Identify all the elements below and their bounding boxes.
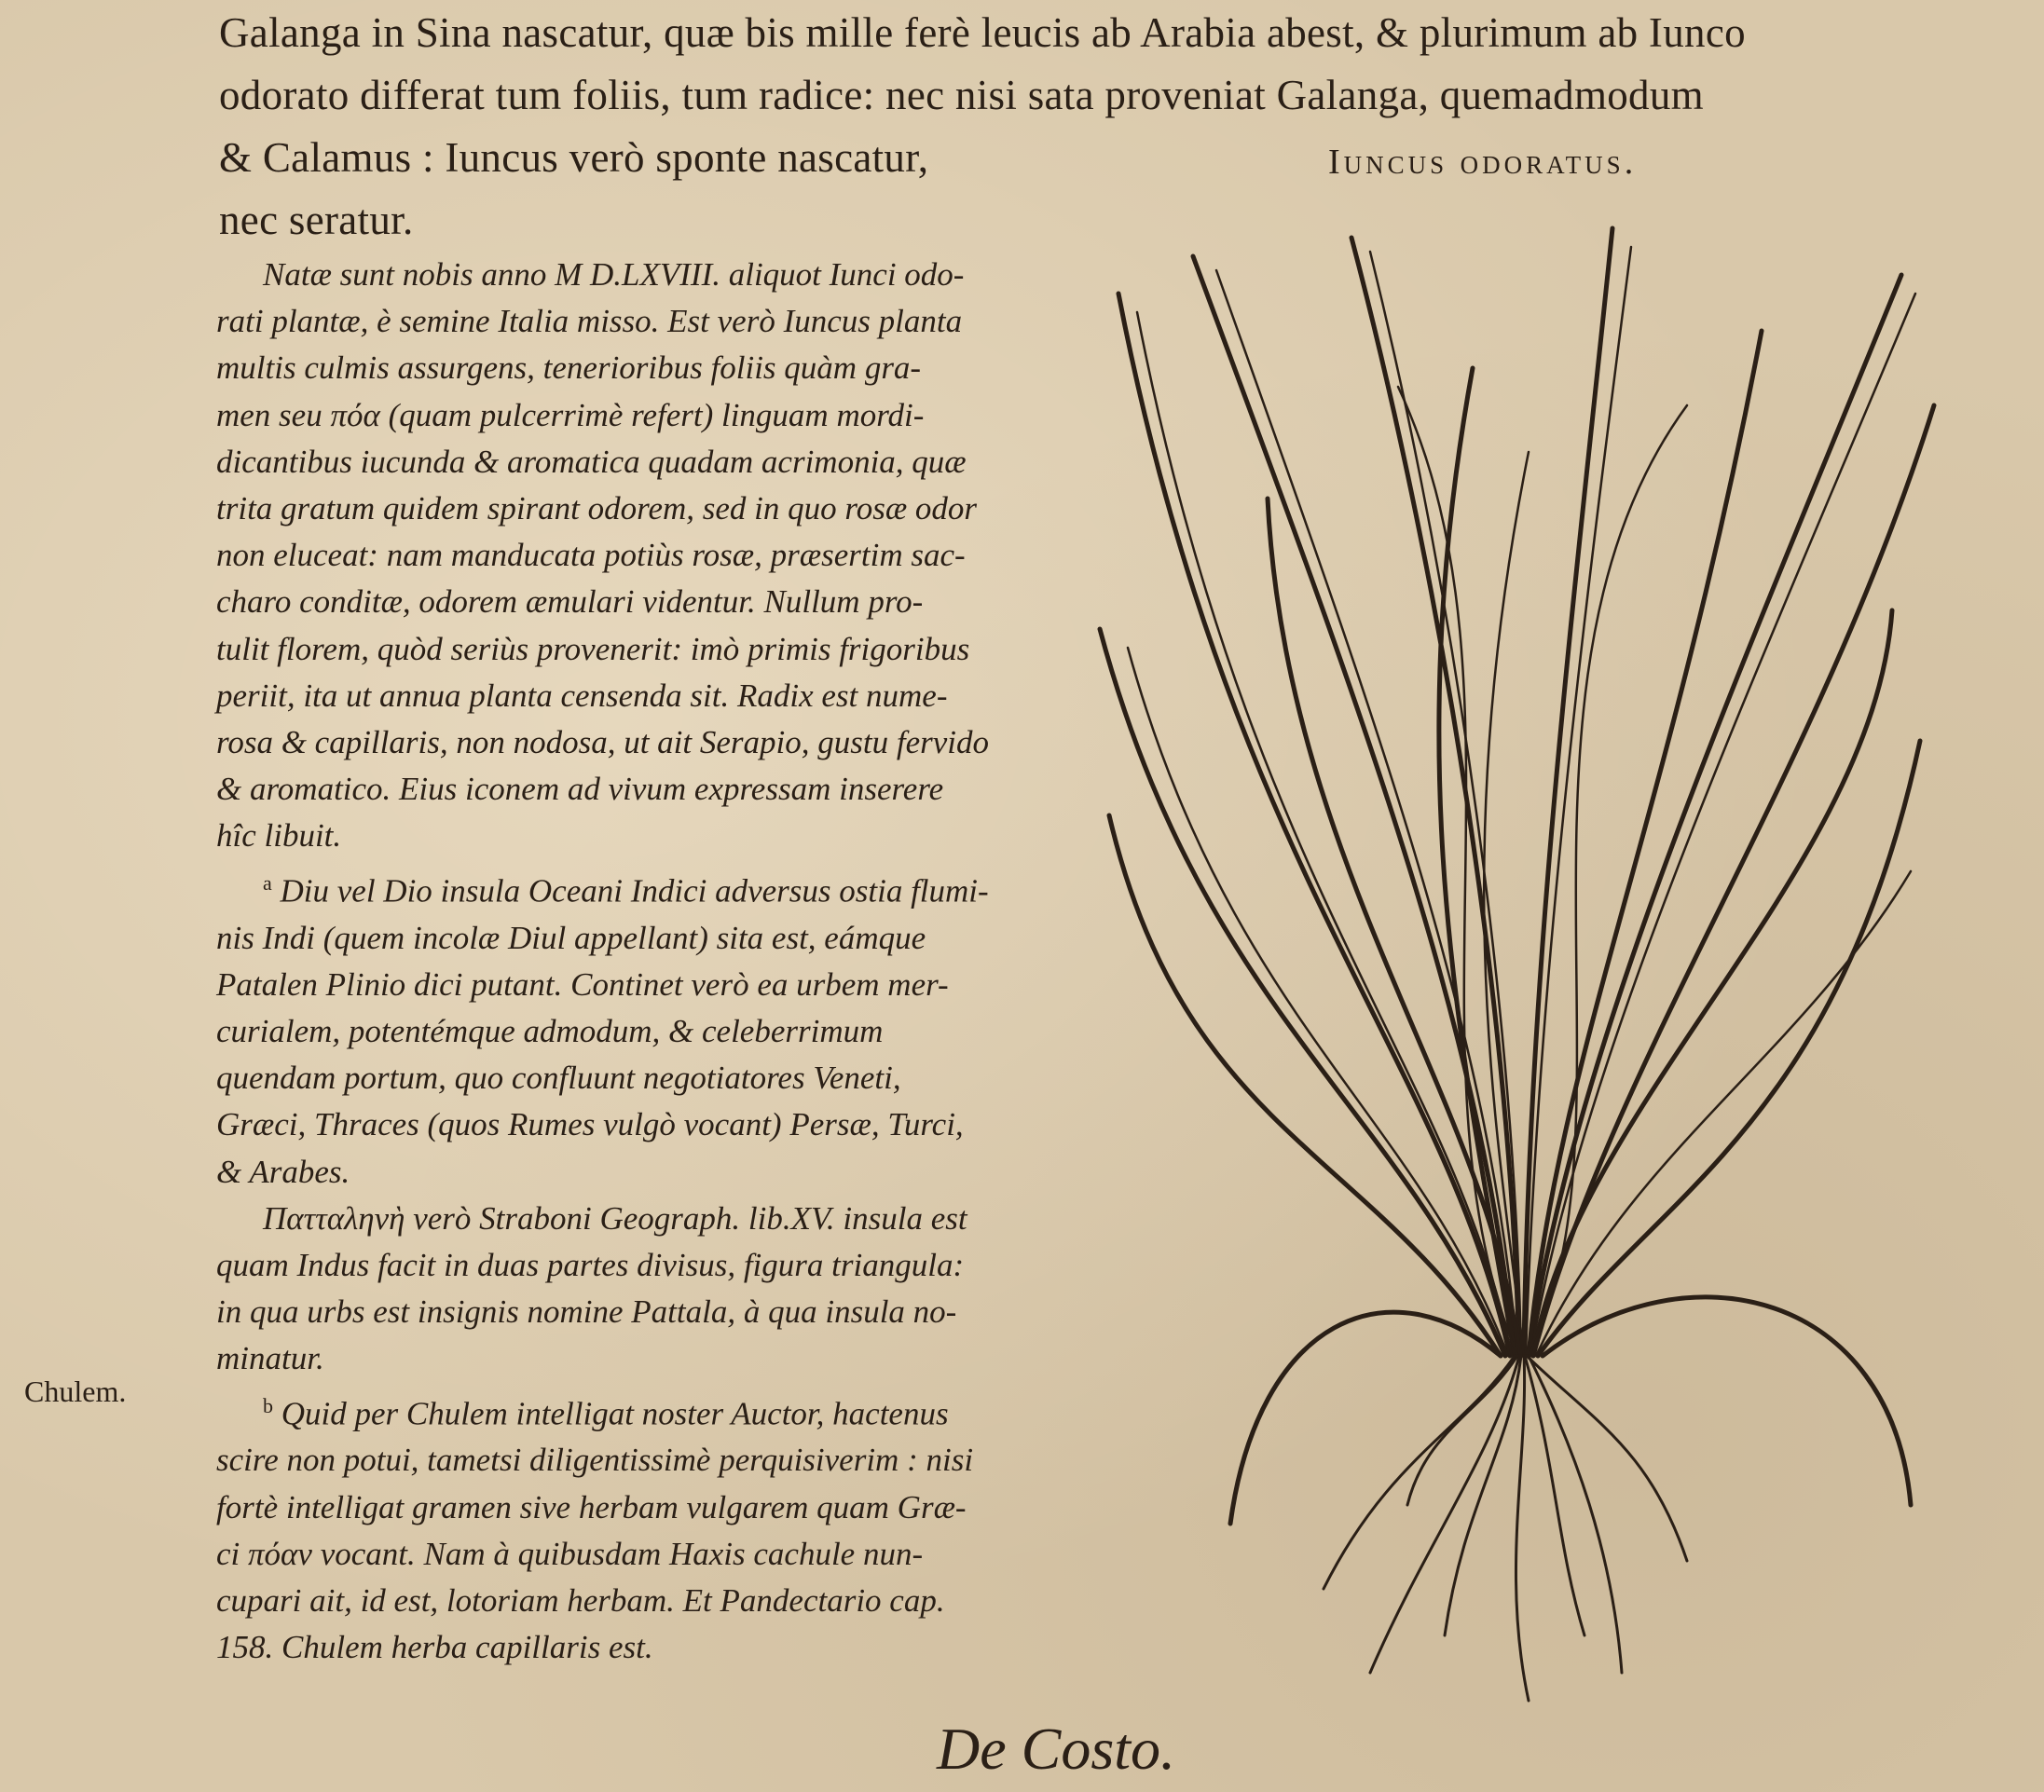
note-paragraph bbox=[216, 1383, 1055, 1672]
note-line: dicantibus iucunda & aromatica quadam acrimonia, quæ bbox=[216, 443, 967, 480]
note-line: ci πόαν vocant. Nam à quibusdam Haxis cachule nun- bbox=[216, 1535, 924, 1572]
note-paragraph bbox=[216, 860, 1055, 1196]
note-line-text: Quid per Chulem intelligat noster Auctor, hactenus bbox=[281, 1395, 949, 1432]
main-text-line: Galanga in Sina nascatur, quæ bis mille ferè leucis ab Arabia abest, & plurimum ab Iunco bbox=[219, 9, 1746, 56]
note-paragraph bbox=[216, 252, 1055, 860]
note-line: fortè intelligat gramen sive herbam vulgarem quam Græ- bbox=[216, 1488, 967, 1525]
note-line: trita gratum quidem spirant odorem, sed in quo rosæ odor bbox=[216, 490, 978, 527]
note-line: periit, ita ut annua planta censenda sit. Radix est nume- bbox=[216, 677, 948, 714]
section-heading: De Costo. bbox=[937, 1716, 1175, 1782]
figure-caption: Iuncus odoratus. bbox=[1328, 143, 1638, 182]
note-line-text: Diu vel Dio insula Oceani Indici adversus ostia flumi- bbox=[280, 872, 989, 910]
note-line: Πατταληνὴ verò Straboni Geograph. lib.XV. insula est bbox=[263, 1199, 967, 1237]
note-line: Natæ sunt nobis anno M D.LXVIII. aliquot Iunci odo- bbox=[263, 256, 965, 293]
note-line: quendam portum, quo confluunt negotiatores Veneti, bbox=[216, 1060, 901, 1097]
margin-note: Chulem. bbox=[24, 1375, 127, 1408]
plant-drawing-icon bbox=[1091, 219, 1948, 1710]
footnote-marker: a bbox=[263, 870, 272, 895]
note-line: nis Indi (quem incolæ Diul appellant) sita est, eámque bbox=[216, 919, 926, 956]
note-line: in qua urbs est insignis nomine Pattala, à qua insula no- bbox=[216, 1293, 957, 1331]
footnote-marker: b bbox=[263, 1393, 273, 1417]
note-line: rati plantæ, è semine Italia misso. Est verò Iuncus planta bbox=[216, 303, 963, 340]
annotations-column bbox=[216, 252, 1055, 1671]
note-line: Patalen Plinio dici putant. Continet verò ea urbem mer- bbox=[216, 965, 949, 1003]
note-line: charo conditæ, odorem æmulari videntur. Nullum pro- bbox=[216, 583, 924, 621]
note-line: & aromatico. Eius iconem ad vivum expressam inserere bbox=[216, 771, 944, 808]
note-line: minatur. bbox=[216, 1340, 324, 1377]
note-line: Græci, Thraces (quos Rumes vulgò vocant) Persæ, Turci, bbox=[216, 1106, 964, 1143]
note-line: cupari ait, id est, lotoriam herbam. Et Pandectario cap. bbox=[216, 1582, 945, 1619]
note-line bbox=[216, 1383, 1055, 1438]
note-line: tulit florem, quòd seriùs provenerit: imò primis frigoribus bbox=[216, 630, 970, 667]
note-line: rosa & capillaris, non nodosa, ut ait Serapio, gustu fervido bbox=[216, 724, 989, 761]
note-line: scire non potui, tametsi diligentissimè perquisiverim : nisi bbox=[216, 1442, 974, 1479]
note-line: quam Indus facit in duas partes divisus, figura triangula: bbox=[216, 1246, 965, 1283]
main-text-line: odorato differat tum foliis, tum radice: nec nisi sata proveniat Galanga, quemadmodum bbox=[219, 72, 1704, 118]
plant-woodcut-illustration bbox=[1091, 219, 1948, 1710]
note-line: 158. Chulem herba capillaris est. bbox=[216, 1629, 653, 1666]
note-paragraph bbox=[216, 1196, 1055, 1383]
note-line: & Arabes. bbox=[216, 1153, 350, 1190]
note-line: men seu πόα (quam pulcerrimè refert) linguam mordi- bbox=[216, 396, 925, 433]
note-line bbox=[216, 860, 1055, 915]
note-line: non eluceat: nam manducata potiùs rosæ, præsertim sac- bbox=[216, 537, 966, 574]
main-text-block bbox=[219, 2, 1953, 252]
note-line: curialem, potentémque admodum, & celeberrimum bbox=[216, 1012, 884, 1049]
main-text-line: & Calamus : Iuncus verò sponte nascatur, bbox=[219, 134, 929, 181]
note-line: hîc libuit. bbox=[216, 817, 342, 855]
main-text-line: nec seratur. bbox=[219, 197, 414, 243]
note-line: multis culmis assurgens, tenerioribus foliis quàm gra- bbox=[216, 349, 922, 387]
